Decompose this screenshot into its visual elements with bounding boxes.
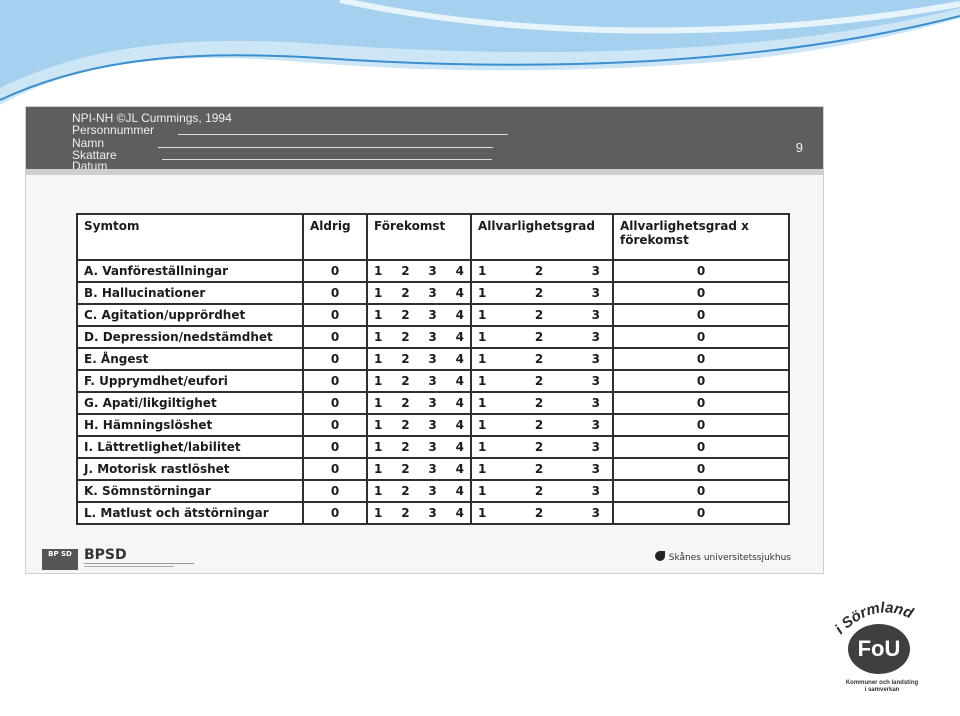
forekomst-option[interactable]: 2	[401, 396, 410, 410]
forekomst-cell	[367, 414, 471, 436]
allvarlighet-option[interactable]: 3	[591, 330, 600, 344]
table-row	[77, 304, 789, 326]
produkt-cell: 0	[613, 370, 789, 392]
forekomst-cell	[367, 480, 471, 502]
forekomst-option[interactable]: 3	[428, 506, 437, 520]
allvarlighet-option[interactable]: 1	[478, 396, 487, 410]
allvarlighet-cell	[471, 436, 613, 458]
allvarlighet-cell	[471, 370, 613, 392]
logo-subtitle	[826, 680, 938, 694]
produkt-cell: 0	[613, 304, 789, 326]
allvarlighet-cell	[471, 480, 613, 502]
symptom-cell: B. Hallucinationer	[77, 282, 303, 304]
table-row	[77, 458, 789, 480]
aldrig-cell: 0	[303, 326, 367, 348]
allvarlighet-cell	[471, 414, 613, 436]
table-row	[77, 436, 789, 458]
forekomst-option[interactable]: 4	[455, 418, 464, 432]
forekomst-option[interactable]: 1	[374, 374, 383, 388]
allvarlighet-option[interactable]: 2	[534, 506, 544, 520]
allvarlighet-option[interactable]: 2	[534, 264, 544, 278]
page-number: 9	[795, 140, 803, 155]
forekomst-option[interactable]: 4	[455, 264, 464, 278]
allvarlighet-cell	[471, 304, 613, 326]
forekomst-cell	[367, 326, 471, 348]
allvarlighet-option[interactable]: 1	[478, 330, 487, 344]
forekomst-option[interactable]: 2	[401, 308, 410, 322]
symptom-cell: H. Hämningslöshet	[77, 414, 303, 436]
forekomst-option[interactable]: 4	[455, 506, 464, 520]
allvarlighet-option[interactable]: 1	[478, 418, 487, 432]
allvarlighet-option[interactable]: 1	[478, 484, 487, 498]
allvarlighet-option[interactable]: 1	[478, 374, 487, 388]
allvarlighet-option[interactable]: 3	[591, 286, 600, 300]
forekomst-option[interactable]: 4	[455, 286, 464, 300]
forekomst-option[interactable]: 2	[401, 286, 410, 300]
allvarlighet-option[interactable]: 3	[591, 484, 600, 498]
forekomst-option[interactable]: 3	[428, 264, 437, 278]
table-row	[77, 480, 789, 502]
forekomst-option[interactable]: 3	[428, 418, 437, 432]
forekomst-cell	[367, 392, 471, 414]
forekomst-option[interactable]: 1	[374, 440, 383, 454]
table-row	[77, 414, 789, 436]
allvarlighet-option[interactable]: 1	[478, 440, 487, 454]
forekomst-option[interactable]: 4	[455, 396, 464, 410]
produkt-cell: 0	[613, 480, 789, 502]
bpsd-badge: BP SD	[42, 549, 78, 570]
forekomst-cell	[367, 348, 471, 370]
forekomst-option[interactable]: 2	[401, 374, 410, 388]
logo-arc-label: i Sörmland	[831, 599, 916, 638]
allvarlighet-option[interactable]: 2	[534, 308, 544, 322]
forekomst-option[interactable]: 3	[428, 352, 437, 366]
forekomst-option[interactable]: 4	[455, 352, 464, 366]
produkt-cell: 0	[613, 458, 789, 480]
allvarlighet-option[interactable]: 3	[591, 418, 600, 432]
allvarlighet-option[interactable]: 3	[591, 440, 600, 454]
allvarlighet-option[interactable]: 1	[478, 308, 487, 322]
aldrig-cell: 0	[303, 392, 367, 414]
forekomst-option[interactable]: 1	[374, 418, 383, 432]
col-aldrig: Aldrig	[303, 214, 367, 260]
hospital-name: Skånes universitetssjukhus	[668, 553, 791, 563]
forekomst-option[interactable]: 2	[401, 418, 410, 432]
form-header	[26, 107, 823, 169]
aldrig-cell: 0	[303, 348, 367, 370]
allvarlighet-option[interactable]: 2	[534, 418, 544, 432]
forekomst-option[interactable]: 2	[401, 264, 410, 278]
allvarlighet-option[interactable]: 2	[534, 396, 544, 410]
bpsd-logo	[42, 549, 222, 571]
allvarlighet-option[interactable]: 2	[534, 484, 544, 498]
allvarlighet-option[interactable]: 3	[591, 396, 600, 410]
allvarlighet-option[interactable]: 1	[478, 352, 487, 366]
forekomst-option[interactable]: 2	[401, 440, 410, 454]
allvarlighet-option[interactable]: 2	[534, 352, 544, 366]
symptom-cell: D. Depression/nedstämdhet	[77, 326, 303, 348]
decorative-swoosh	[0, 0, 960, 110]
allvarlighet-option[interactable]: 3	[591, 264, 600, 278]
forekomst-option[interactable]: 1	[374, 352, 383, 366]
personnummer-line	[178, 134, 508, 135]
forekomst-option[interactable]: 4	[455, 462, 464, 476]
aldrig-cell: 0	[303, 480, 367, 502]
forekomst-option[interactable]: 1	[374, 286, 383, 300]
logo-subtitle-line1: Kommuner och landsting	[845, 680, 919, 686]
allvarlighet-option[interactable]: 2	[534, 330, 544, 344]
forekomst-option[interactable]: 2	[401, 484, 410, 498]
aldrig-cell: 0	[303, 370, 367, 392]
aldrig-cell: 0	[303, 436, 367, 458]
allvarlighet-option[interactable]: 3	[591, 352, 600, 366]
table-row	[77, 502, 789, 524]
aldrig-cell: 0	[303, 282, 367, 304]
produkt-cell: 0	[613, 436, 789, 458]
aldrig-cell: 0	[303, 260, 367, 282]
table-row	[77, 392, 789, 414]
forekomst-option[interactable]: 2	[401, 352, 410, 366]
allvarlighet-option[interactable]: 3	[591, 308, 600, 322]
namn-line	[158, 147, 493, 148]
allvarlighet-cell	[471, 348, 613, 370]
table-row	[77, 282, 789, 304]
forekomst-option[interactable]: 3	[428, 330, 437, 344]
forekomst-option[interactable]: 2	[401, 506, 410, 520]
forekomst-option[interactable]: 1	[374, 396, 383, 410]
allvarlighet-option[interactable]: 1	[478, 286, 487, 300]
produkt-cell: 0	[613, 414, 789, 436]
form-copyright: NPI-NH ©JL Cummings, 1994	[72, 111, 232, 125]
forekomst-option[interactable]: 3	[428, 286, 437, 300]
table-row	[77, 370, 789, 392]
aldrig-cell: 0	[303, 502, 367, 524]
forekomst-option[interactable]: 2	[401, 462, 410, 476]
hospital-mark-icon	[655, 551, 665, 561]
fou-logo	[826, 596, 946, 706]
forekomst-option[interactable]: 1	[374, 506, 383, 520]
aldrig-cell: 0	[303, 458, 367, 480]
logo-subtitle-line2: i samverkan	[864, 687, 900, 693]
forekomst-option[interactable]: 4	[455, 440, 464, 454]
symptom-cell: C. Agitation/upprördhet	[77, 304, 303, 326]
allvarlighet-option[interactable]: 2	[534, 440, 544, 454]
allvarlighet-option[interactable]: 2	[534, 374, 544, 388]
allvarlighet-option[interactable]: 3	[591, 462, 600, 476]
forekomst-option[interactable]: 1	[374, 264, 383, 278]
allvarlighet-option[interactable]: 3	[591, 374, 600, 388]
symptom-cell: G. Apati/likgiltighet	[77, 392, 303, 414]
forekomst-option[interactable]: 4	[455, 484, 464, 498]
forekomst-cell	[367, 458, 471, 480]
symptom-cell: I. Lättretlighet/labilitet	[77, 436, 303, 458]
allvarlighet-option[interactable]: 3	[591, 506, 600, 520]
bpsd-fineprint	[84, 563, 194, 564]
aldrig-cell: 0	[303, 304, 367, 326]
col-forekomst: Förekomst	[367, 214, 471, 260]
forekomst-option[interactable]: 3	[428, 374, 437, 388]
table-row	[77, 326, 789, 348]
allvarlighet-option[interactable]: 1	[478, 462, 487, 476]
table-header-row	[77, 214, 789, 260]
symptom-cell: F. Upprymdhet/eufori	[77, 370, 303, 392]
col-allvarlighetsgrad: Allvarlighetsgrad	[471, 214, 613, 260]
forekomst-option[interactable]: 3	[428, 462, 437, 476]
col-produkt: Allvarlighetsgrad x förekomst	[613, 214, 789, 260]
produkt-cell: 0	[613, 392, 789, 414]
allvarlighet-cell	[471, 458, 613, 480]
symptom-cell: A. Vanföreställningar	[77, 260, 303, 282]
bpsd-title: BPSD	[84, 547, 127, 563]
forekomst-option[interactable]: 3	[428, 396, 437, 410]
symptom-cell: L. Matlust och ätstörningar	[77, 502, 303, 524]
label-datum: Datum	[72, 159, 108, 169]
allvarlighet-option[interactable]: 2	[534, 286, 544, 300]
allvarlighet-option[interactable]: 2	[534, 462, 544, 476]
forekomst-option[interactable]: 2	[401, 330, 410, 344]
forekomst-option[interactable]: 3	[428, 484, 437, 498]
allvarlighet-option[interactable]: 1	[478, 264, 487, 278]
forekomst-option[interactable]: 4	[455, 308, 464, 322]
forekomst-option[interactable]: 4	[455, 374, 464, 388]
produkt-cell: 0	[613, 260, 789, 282]
forekomst-cell	[367, 304, 471, 326]
table-row	[77, 348, 789, 370]
forekomst-cell	[367, 502, 471, 524]
logo-main: FoU	[848, 624, 910, 674]
symptom-cell: J. Motorisk rastlöshet	[77, 458, 303, 480]
label-skattare: Skattare	[72, 148, 117, 162]
npi-table	[76, 213, 790, 525]
produkt-cell: 0	[613, 282, 789, 304]
forekomst-cell	[367, 370, 471, 392]
aldrig-cell: 0	[303, 414, 367, 436]
allvarlighet-cell	[471, 502, 613, 524]
forekomst-cell	[367, 260, 471, 282]
forekomst-cell	[367, 436, 471, 458]
produkt-cell: 0	[613, 326, 789, 348]
produkt-cell: 0	[613, 502, 789, 524]
allvarlighet-cell	[471, 282, 613, 304]
label-personnummer: Personnummer	[72, 123, 155, 137]
allvarlighet-option[interactable]: 1	[478, 506, 487, 520]
allvarlighet-cell	[471, 260, 613, 282]
table-row	[77, 260, 789, 282]
hospital-logo	[655, 551, 791, 563]
forekomst-option[interactable]: 4	[455, 330, 464, 344]
col-symtom: Symtom	[77, 214, 303, 260]
forekomst-cell	[367, 282, 471, 304]
label-namn: Namn	[72, 136, 105, 150]
symptom-cell: E. Ångest	[77, 348, 303, 370]
bpsd-fineprint-2	[84, 566, 174, 567]
allvarlighet-cell	[471, 326, 613, 348]
forekomst-option[interactable]: 1	[374, 484, 383, 498]
header-divider	[26, 169, 823, 175]
forekomst-option[interactable]: 3	[428, 440, 437, 454]
forekomst-option[interactable]: 1	[374, 462, 383, 476]
scanned-form	[25, 106, 824, 574]
forekomst-option[interactable]: 3	[428, 308, 437, 322]
produkt-cell: 0	[613, 348, 789, 370]
allvarlighet-cell	[471, 392, 613, 414]
skattare-line	[162, 159, 492, 160]
symptom-cell: K. Sömnstörningar	[77, 480, 303, 502]
forekomst-option[interactable]: 1	[374, 330, 383, 344]
forekomst-option[interactable]: 1	[374, 308, 383, 322]
